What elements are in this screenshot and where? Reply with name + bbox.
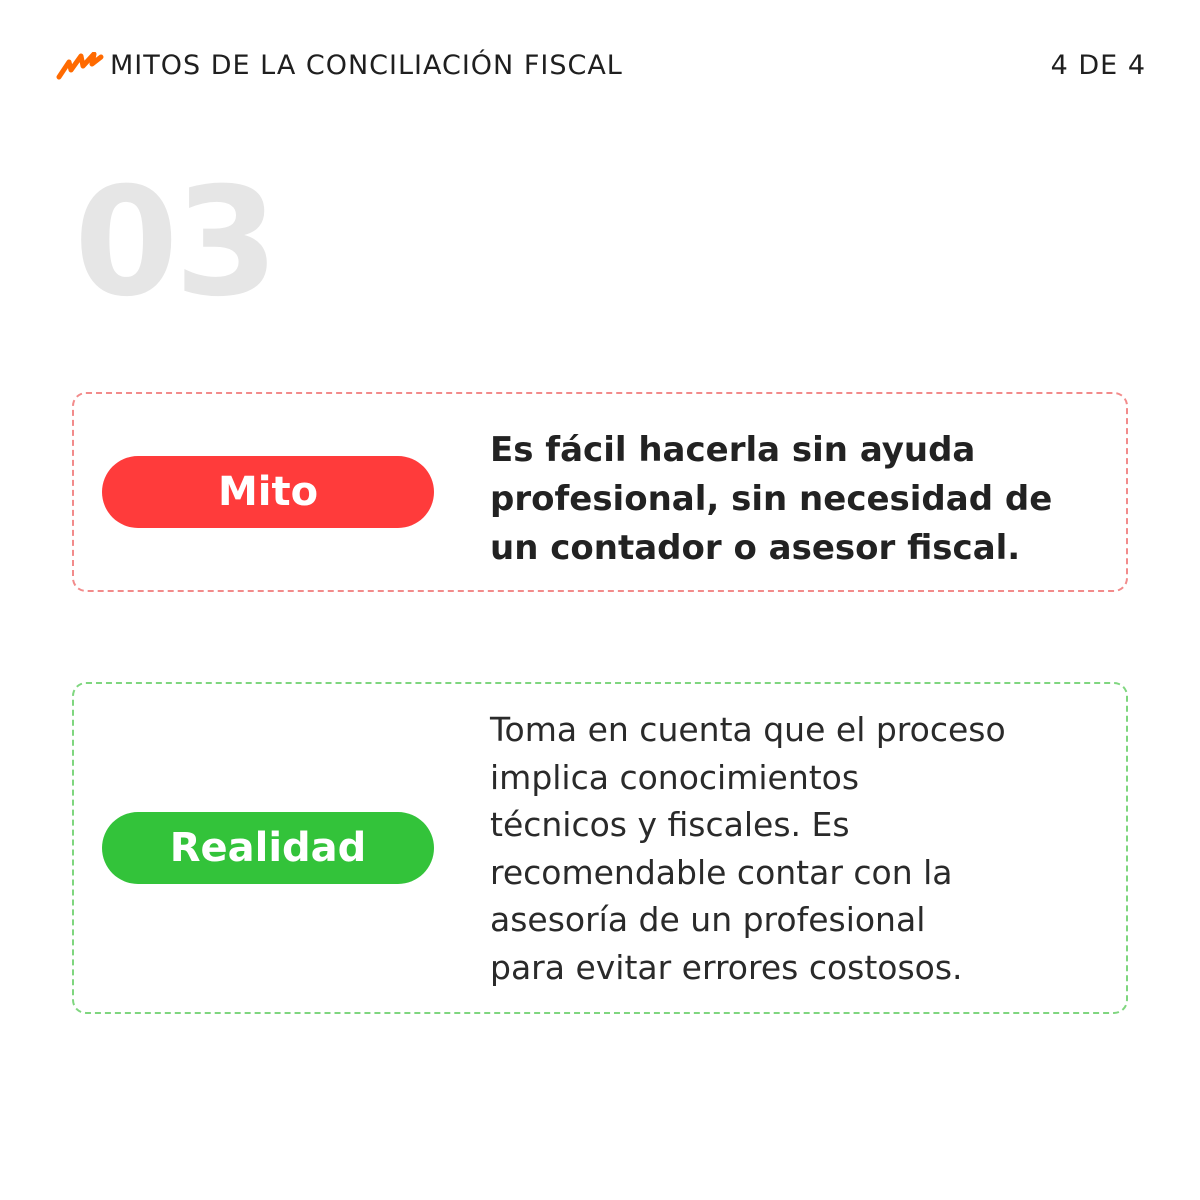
- header-title: MITOS DE LA CONCILIACIÓN FISCAL: [110, 50, 623, 81]
- brand-wave-icon: [56, 52, 104, 80]
- reality-card: [72, 682, 1128, 1014]
- myth-text: Es fácil hacerla sin ayuda profesional, sin necesidad de un contador o asesor fiscal.: [490, 430, 1053, 568]
- page-counter: 4 DE 4: [1050, 50, 1146, 81]
- myth-label-badge: [102, 456, 434, 528]
- slide-number: 03: [74, 156, 275, 330]
- header: [56, 44, 1146, 92]
- myth-card: [72, 392, 1128, 592]
- myth-label: Mito: [217, 469, 319, 515]
- reality-label-badge: [102, 812, 434, 884]
- reality-label: Realidad: [169, 825, 367, 871]
- reality-text: Toma en cuenta que el proceso implica conocimientos técnicos y fiscales. Es recomendable contar con la asesoría de un profesional para evitar errores costosos.: [490, 710, 1006, 987]
